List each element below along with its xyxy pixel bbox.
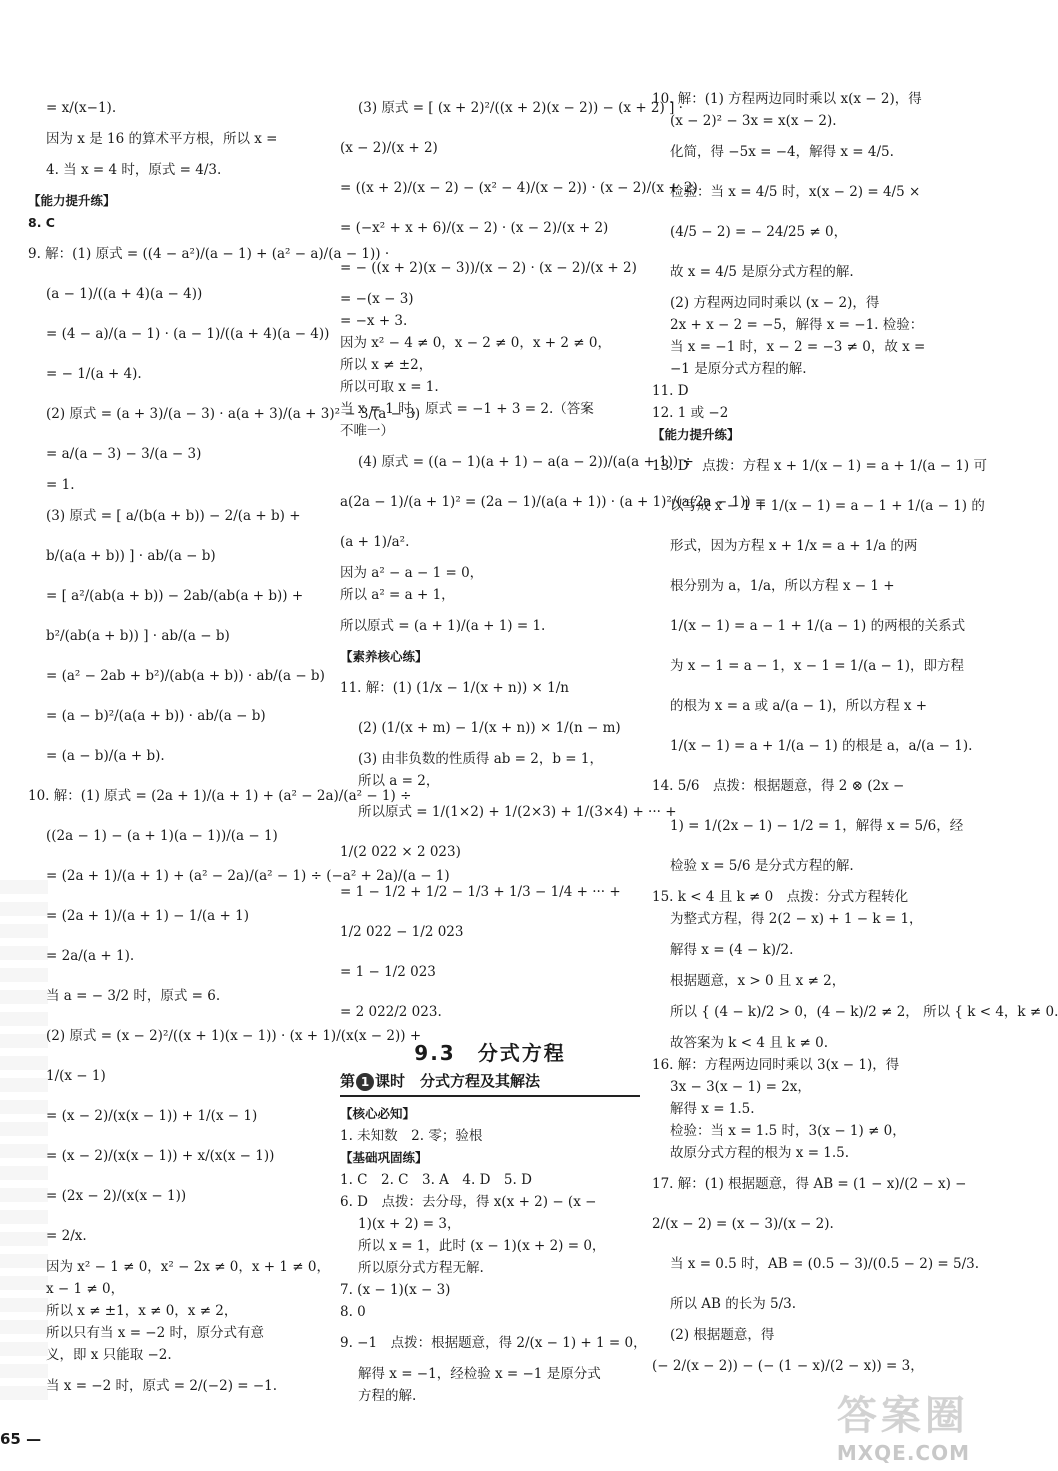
text-line: 所以原式 = (a + 1)/(a + 1) = 1. bbox=[340, 618, 546, 634]
text-line: 故答案为 k < 4 且 k ≠ 0. bbox=[670, 1035, 828, 1051]
text-line: 1/2 022 − 1/2 023 bbox=[340, 924, 464, 940]
text-line: 所以只有当 x = −2 时，原分式有意 bbox=[46, 1325, 264, 1341]
text-line: 11. 解：(1) (1/x − 1/(x + n)) × 1/n bbox=[340, 680, 569, 696]
text-line: 17. 解：(1) 根据题意，得 AB = (1 − x)/(2 − x) − bbox=[652, 1176, 967, 1192]
text-line: 6. D 点拨：去分母，得 x(x + 2) − (x − bbox=[340, 1194, 597, 1210]
text-line: 为 x − 1 = a − 1，x − 1 = 1/(a − 1)，即方程 bbox=[670, 658, 965, 674]
text-line: = [ a²/(ab(a + b)) − 2ab/(ab(a + b)) + bbox=[46, 588, 304, 604]
text-line: 不唯一） bbox=[340, 423, 394, 439]
text-line: (3) 由非负数的性质得 ab = 2，b = 1， bbox=[358, 751, 604, 767]
text-line: 2x + x − 2 = −5，解得 x = −1. 检验： bbox=[670, 317, 924, 333]
text-line: 1. 未知数 2. 零；验根 bbox=[340, 1128, 483, 1144]
text-line: 1/(x − 1) = a − 1 + 1/(a − 1) 的两根的关系式 bbox=[670, 618, 966, 634]
text-line: = 2/x. bbox=[46, 1228, 87, 1244]
text-line: x − 1 ≠ 0， bbox=[46, 1281, 125, 1297]
text-line: 因为 x² − 4 ≠ 0，x − 2 ≠ 0，x + 2 ≠ 0， bbox=[340, 335, 611, 351]
text-line: 1) = 1/(2x − 1) − 1/2 = 1，解得 x = 5/6，经 bbox=[670, 818, 964, 834]
text-line: 1/(2 022 × 2 023) bbox=[340, 844, 461, 860]
text-line: 9. 解：(1) 原式 = ((4 − a²)/(a − 1) + (a² − a)/(a − 1)) · bbox=[28, 246, 390, 262]
lesson-number-badge: 1 bbox=[356, 1073, 374, 1091]
text-line: 16. 解：方程两边同时乘以 3(x − 1)，得 bbox=[652, 1057, 900, 1073]
lesson-title bbox=[340, 1070, 640, 1097]
text-line: 因为 a² − a − 1 = 0， bbox=[340, 565, 484, 581]
text-line: 12. 1 或 −2 bbox=[652, 405, 729, 421]
text-line: 根据题意，x > 0 且 x ≠ 2， bbox=[670, 973, 846, 989]
text-line: 所以 { (4 − k)/2 > 0，(4 − k)/2 ≠ 2， 所以 { k < 4，k ≠ 0. bbox=[670, 1004, 1058, 1020]
text-line: 所以 a² = a + 1， bbox=[340, 587, 455, 603]
text-line: = − ((x + 2)(x − 3))/(x − 2) · (x − 2)/(x + 2) bbox=[340, 260, 637, 276]
page-number: 65 — bbox=[0, 1430, 42, 1448]
text-line: = (−x² + x + 6)/(x − 2) · (x − 2)/(x + 2) bbox=[340, 220, 609, 236]
text-line: 解得 x = (4 − k)/2. bbox=[670, 942, 794, 958]
watermark-big: 答案圈 bbox=[836, 1393, 969, 1439]
text-line: 14. 5/6 点拨：根据题意，得 2 ⊗ (2x − bbox=[652, 778, 905, 794]
watermark-logo bbox=[837, 1384, 970, 1465]
section-label: 【素养核心练】 bbox=[340, 649, 428, 664]
text-line: = 2 022/2 023. bbox=[340, 1004, 442, 1020]
text-line: (a + 1)/a². bbox=[340, 534, 410, 550]
text-line: = ((x + 2)/(x − 2) − (x² − 4)/(x − 2)) · (x − 2)/(x + 2) bbox=[340, 180, 698, 196]
text-line: (3) 原式 = [ (x + 2)²/((x + 2)(x − 2)) − (x + 2) ] · bbox=[358, 100, 683, 116]
text-line: −1 是原分式方程的解. bbox=[670, 361, 807, 377]
text-line: 9. −1 点拨：根据题意，得 2/(x − 1) + 1 = 0， bbox=[340, 1335, 647, 1351]
text-line: (3) 原式 = [ a/(b(a + b)) − 2/(a + b) + bbox=[46, 508, 301, 524]
text-line: = (2x − 2)/(x(x − 1)) bbox=[46, 1188, 187, 1204]
text-line: 解得 x = 1.5. bbox=[670, 1101, 755, 1117]
text-line: 2/(x − 2) = (x − 3)/(x − 2). bbox=[652, 1216, 834, 1232]
text-line: 所以可取 x = 1. bbox=[340, 379, 439, 395]
text-line: (a − 1)/((a + 4)(a − 4)) bbox=[46, 286, 203, 302]
text-line: 10. 解：(1) 方程两边同时乘以 x(x − 2)，得 bbox=[652, 91, 922, 107]
text-line: 故 x = 4/5 是原分式方程的解. bbox=[670, 264, 854, 280]
text-line: b²/(ab(a + b)) ] · ab/(a − b) bbox=[46, 628, 230, 644]
text-line: = − 1/(a + 4). bbox=[46, 366, 142, 382]
text-line: = (x − 2)/(x(x − 1)) + 1/(x − 1) bbox=[46, 1108, 258, 1124]
text-line: (4) 原式 = ((a − 1)(a + 1) − a(a − 2))/(a(a + 1)) ÷ bbox=[358, 454, 694, 470]
text-line: 4. 当 x = 4 时，原式 = 4/3. bbox=[46, 162, 222, 178]
text-line: 为整式方程，得 2(2 − x) + 1 − k = 1， bbox=[670, 911, 923, 927]
text-line: 化简，得 −5x = −4，解得 x = 4/5. bbox=[670, 144, 894, 160]
text-line: 检验 x = 5/6 是分式方程的解. bbox=[670, 858, 854, 874]
text-line: 形式，因为方程 x + 1/x = a + 1/a 的两 bbox=[670, 538, 918, 554]
text-line: 当 x = 1 时，原式 = −1 + 3 = 2.（答案 bbox=[340, 401, 594, 417]
text-line: b/(a(a + b)) ] · ab/(a − b) bbox=[46, 548, 216, 564]
lesson-prefix: 第 bbox=[340, 1072, 356, 1090]
text-line: = (a − b)/(a + b). bbox=[46, 748, 165, 764]
text-line: 的根为 x = a 或 a/(a − 1)，所以方程 x + bbox=[670, 698, 928, 714]
text-line: (x − 2)² − 3x = x(x − 2). bbox=[670, 113, 837, 129]
text-line: 7. (x − 1)(x − 3) bbox=[340, 1282, 451, 1298]
text-line: = (a − b)²/(a(a + b)) · ab/(a − b) bbox=[46, 708, 266, 724]
text-line: 15. k < 4 且 k ≠ 0 点拨：分式方程转化 bbox=[652, 889, 909, 905]
text-line: 所以原式 = 1/(1×2) + 1/(2×3) + 1/(3×4) + ··· + bbox=[358, 804, 677, 820]
text-line: 13. D 点拨：方程 x + 1/(x − 1) = a + 1/(a − 1) 可 bbox=[652, 458, 987, 474]
text-line: 当 x = −1 时，x − 2 = −3 ≠ 0，故 x = bbox=[670, 339, 926, 355]
text-line: 以写成 x − 1 + 1/(x − 1) = a − 1 + 1/(a − 1) 的 bbox=[670, 498, 985, 514]
section-label: 【核心必知】 bbox=[340, 1106, 416, 1121]
text-line: (− 2/(x − 2)) − (− (1 − x)/(2 − x)) = 3， bbox=[652, 1358, 924, 1374]
text-line: 当 x = 0.5 时，AB = (0.5 − 3)/(0.5 − 2) = 5/3. bbox=[670, 1256, 980, 1272]
text-line: 所以原分式方程无解. bbox=[358, 1260, 484, 1276]
text-line: 当 a = − 3/2 时，原式 = 6. bbox=[46, 988, 221, 1004]
text-line: 11. D bbox=[652, 383, 689, 399]
text-line: = (2a + 1)/(a + 1) + (a² − 2a)/(a² − 1) ÷ (−a² + 2a)/(a − 1) bbox=[46, 868, 450, 884]
text-line: = (x − 2)/(x(x − 1)) + x/(x(x − 1)) bbox=[46, 1148, 275, 1164]
text-line: = a/(a − 3) − 3/(a − 3) bbox=[46, 446, 202, 462]
text-line: 1)(x + 2) = 3， bbox=[358, 1216, 461, 1232]
text-line: 方程的解. bbox=[358, 1388, 417, 1404]
text-line: (2) 方程两边同时乘以 (x − 2)，得 bbox=[670, 295, 880, 311]
text-line: 因为 x² − 1 ≠ 0，x² − 2x ≠ 0，x + 1 ≠ 0， bbox=[46, 1259, 330, 1275]
section-label: 【能力提升练】 bbox=[28, 193, 116, 208]
text-line: = 2a/(a + 1). bbox=[46, 948, 135, 964]
text-line: 故原分式方程的根为 x = 1.5. bbox=[670, 1145, 850, 1161]
column-right bbox=[652, 88, 1058, 1386]
text-line: (2) 原式 = (a + 3)/(a − 3) · a(a + 3)/(a + 3)² − 3/(a − 3) bbox=[46, 406, 421, 422]
text-line: 3x − 3(x − 1) = 2x， bbox=[670, 1079, 811, 1095]
text-line: = 1. bbox=[46, 477, 75, 493]
text-line: 所以 x ≠ ±1，x ≠ 0，x ≠ 2， bbox=[46, 1303, 238, 1319]
section-heading: 9.3 分式方程 bbox=[414, 1041, 566, 1065]
text-line: 所以 AB 的长为 5/3. bbox=[670, 1296, 797, 1312]
text-line: 1/(x − 1) bbox=[46, 1068, 106, 1084]
text-line: a(2a − 1)/(a + 1)² = (2a − 1)/(a(a + 1)) · (a + 1)²/(a(2a − 1)) = bbox=[340, 494, 767, 510]
text-line: 义，即 x 只能取 −2. bbox=[46, 1347, 172, 1363]
text-line: = x/(x−1). bbox=[46, 100, 117, 116]
text-line: = (4 − a)/(a − 1) · (a − 1)/((a + 4)(a − 4)) bbox=[46, 326, 330, 342]
text-line: = 1 − 1/2 023 bbox=[340, 964, 436, 980]
text-line: 检验：当 x = 1.5 时，3(x − 1) ≠ 0， bbox=[670, 1123, 906, 1139]
text-line: = −(x − 3) bbox=[340, 291, 414, 307]
text-line: (4/5 − 2) = − 24/25 ≠ 0， bbox=[670, 224, 848, 240]
text-line: = 1 − 1/2 + 1/2 − 1/3 + 1/3 − 1/4 + ··· + bbox=[340, 884, 621, 900]
text-line: = (a² − 2ab + b²)/(ab(a + b)) · ab/(a − b) bbox=[46, 668, 325, 684]
text-line: 1. C 2. C 3. A 4. D 5. D bbox=[340, 1172, 532, 1188]
text-line: 所以 x = 1，此时 (x − 1)(x + 2) = 0， bbox=[358, 1238, 606, 1254]
text-line: (x − 2)/(x + 2) bbox=[340, 140, 438, 156]
text-line: (2) 原式 = (x − 2)²/((x + 1)(x − 1)) · (x + 1)/(x(x − 2)) + bbox=[46, 1028, 422, 1044]
text-line: 根分别为 a，1/a，所以方程 x − 1 + bbox=[670, 578, 895, 594]
text-line: (2) (1/(x + m) − 1/(x + n)) × 1/(n − m) bbox=[358, 720, 621, 736]
text-line: 当 x = −2 时，原式 = 2/(−2) = −1. bbox=[46, 1378, 278, 1394]
section-label: 【基础巩固练】 bbox=[340, 1150, 428, 1165]
answer-line: 8. C bbox=[28, 215, 55, 230]
text-line: 所以 x ≠ ±2， bbox=[340, 357, 433, 373]
section-label: 【能力提升练】 bbox=[652, 427, 740, 442]
text-line: 所以 a = 2， bbox=[358, 773, 440, 789]
text-line: 1/(x − 1) = a + 1/(a − 1) 的根是 a，a/(a − 1). bbox=[670, 738, 973, 754]
text-line: 因为 x 是 16 的算术平方根，所以 x = bbox=[46, 131, 278, 147]
lesson-name: 课时 分式方程及其解法 bbox=[375, 1072, 541, 1090]
text-line: = −x + 3. bbox=[340, 313, 408, 329]
text-line: (2) 根据题意，得 bbox=[670, 1327, 775, 1343]
watermark-site: MXQE.COM bbox=[836, 1441, 970, 1465]
text-line: 检验：当 x = 4/5 时，x(x − 2) = 4/5 × bbox=[670, 184, 921, 200]
text-line: 解得 x = −1，经检验 x = −1 是原分式 bbox=[358, 1366, 601, 1382]
text-line: 8. 0 bbox=[340, 1304, 366, 1320]
text-line: = (2a + 1)/(a + 1) − 1/(a + 1) bbox=[46, 908, 249, 924]
text-line: ((2a − 1) − (a + 1)(a − 1))/(a − 1) bbox=[46, 828, 278, 844]
text-line: 10. 解：(1) 原式 = (2a + 1)/(a + 1) + (a² − 2a)/(a² − 1) ÷ bbox=[28, 788, 412, 804]
